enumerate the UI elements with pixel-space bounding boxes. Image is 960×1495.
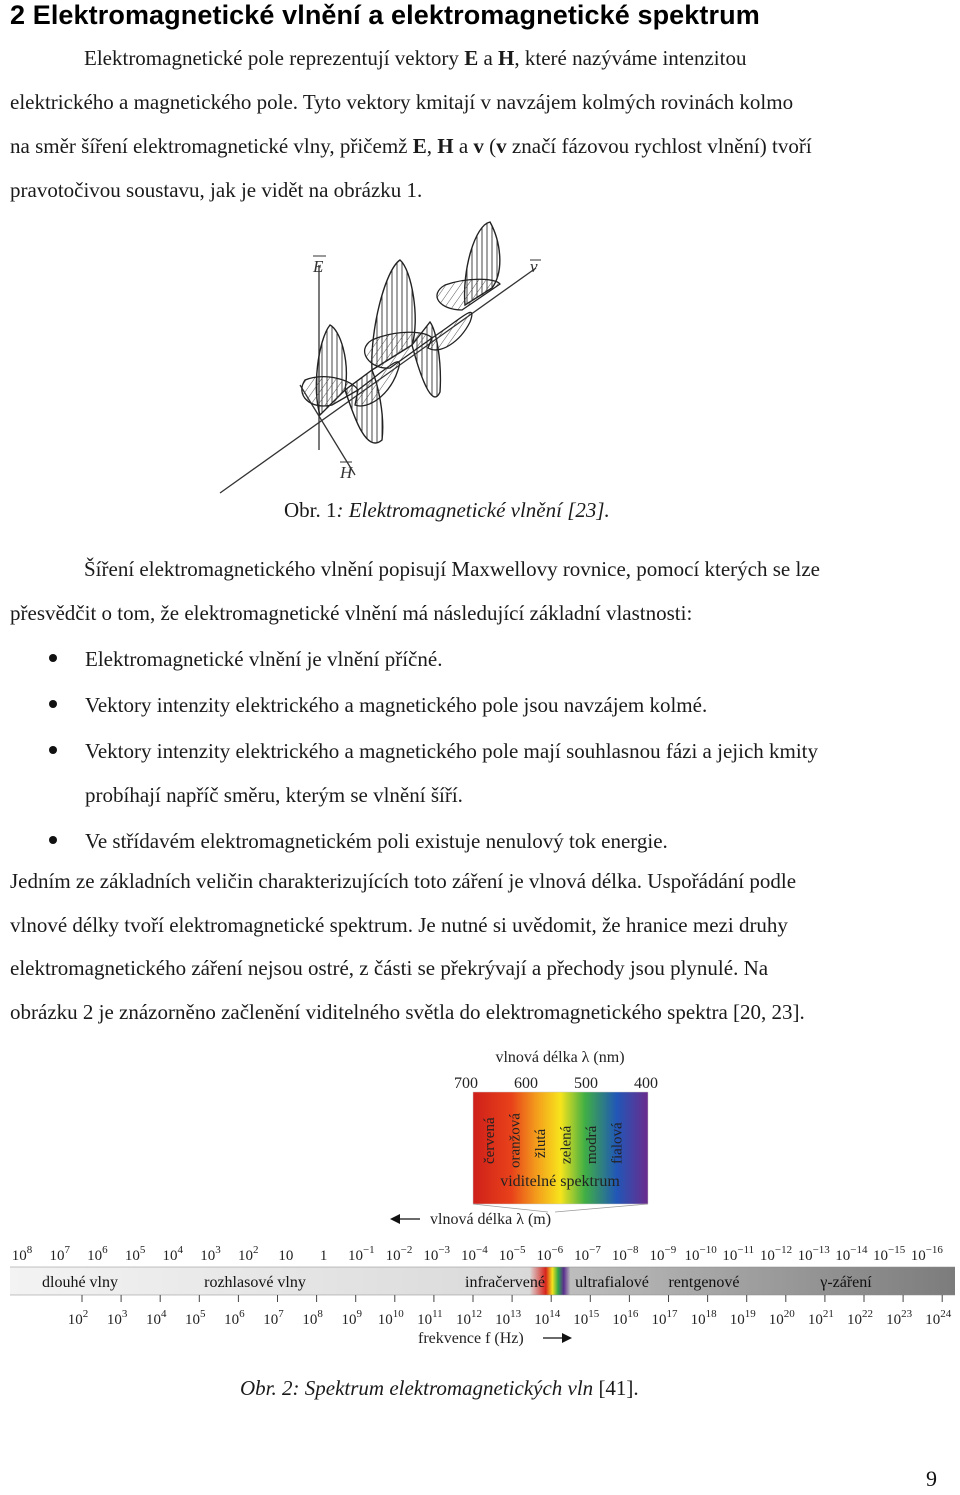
color-band-label: fialová: [609, 1122, 626, 1164]
frequency-tick-label: $10^4$: [145, 1308, 167, 1328]
list-item-text: Ve střídavém elektromagnetickém poli existuje nenulový tok energie.: [85, 829, 668, 853]
color-band-label: oranžová: [507, 1113, 524, 1168]
frequency-tick-label: $10^9$: [341, 1308, 362, 1328]
paragraph-line: vlnové délky tvoří elektromagnetické spektrum. Je nutné si uvědomit, že hranice mezi druhy: [10, 912, 788, 937]
visible-tick-label: 600: [514, 1075, 538, 1092]
spectrum-region-label: ultrafialové: [575, 1274, 649, 1291]
visible-tick-label: 400: [634, 1075, 658, 1092]
h-axis-label: H: [340, 463, 353, 482]
wavelength-tick-label: $10^{-6}$: [536, 1244, 564, 1264]
frequency-tick-label: $10^3$: [106, 1308, 128, 1328]
spectrum-region-label: rentgenové: [668, 1274, 740, 1291]
wavelength-tick-label: $10^{-2}$: [385, 1244, 413, 1264]
wavelength-tick-label: $10^2$: [237, 1244, 259, 1264]
em-spectrum-figure: [0, 1040, 960, 1370]
wavelength-tick-label: $10^7$: [49, 1244, 70, 1264]
list-item: [10, 729, 818, 817]
wavelength-tick-label: $10^{-5}$: [498, 1244, 526, 1264]
wavelength-tick-label: $10^{-8}$: [611, 1244, 639, 1264]
bullet-icon: [49, 654, 57, 662]
frequency-tick-label: $10^{17}$: [651, 1308, 678, 1328]
wavelength-tick-label: $10^{-1}$: [347, 1244, 375, 1264]
bullet-icon: [49, 836, 57, 844]
visible-tick-label: 500: [574, 1075, 598, 1092]
frequency-axis-label: frekvence f (Hz): [418, 1330, 524, 1347]
frequency-tick-label: $10^{15}$: [573, 1308, 600, 1328]
paragraph-line: přesvědčit o tom, že elektromagnetické vlnění má následující základní vlastnosti:: [10, 601, 693, 625]
wavelength-tick-label: $10^{-15}$: [872, 1244, 906, 1264]
visible-tick-label: 700: [454, 1075, 478, 1092]
h-field-lobe: [437, 279, 500, 310]
bullet-icon: [49, 700, 57, 708]
e-axis-label: E: [313, 257, 324, 276]
frequency-tick-label: $10^{19}$: [729, 1308, 756, 1328]
spectrum-region-label: infračervené: [465, 1274, 545, 1291]
wavelength-tick-label: $10^4$: [162, 1244, 184, 1264]
frequency-tick-label: $10^{24}$: [925, 1308, 952, 1328]
em-wave-figure: [0, 210, 960, 710]
color-band-label: červená: [482, 1117, 498, 1164]
list-item: [10, 819, 668, 863]
frequency-tick-label: $10^2$: [67, 1308, 89, 1328]
intro-line: elektrického a magnetického pole. Tyto vektory kmitají v navzájem kolmých rovinách kolmo: [10, 90, 794, 114]
list-item-text: Elektromagnetické vlnění je vlnění příčné.: [85, 647, 443, 671]
color-band-label: zelená: [558, 1125, 575, 1164]
color-band-label: žlutá: [533, 1128, 549, 1158]
intro-paragraph: [10, 36, 940, 212]
frequency-tick-label: $10^8$: [302, 1308, 323, 1328]
list-item: [10, 683, 707, 727]
wavelength-tick-label: $10^{-4}$: [461, 1244, 488, 1264]
frequency-tick-label: $10^{20}$: [768, 1308, 795, 1328]
frequency-tick-label: $10^{14}$: [534, 1308, 561, 1328]
maxwell-paragraph: [10, 547, 940, 635]
wavelength-tick-label: $10^{-16}$: [910, 1244, 943, 1264]
color-band-label: modrá: [584, 1125, 600, 1164]
figure1-caption: Obr. 1: Elektromagnetické vlnění [23].: [284, 498, 610, 522]
wavelength-tick-label: $10^6$: [87, 1244, 108, 1264]
list-item-text: probíhají napříč směru, kterým se vlnění šíří.: [85, 783, 463, 807]
frequency-tick-label: $10^{10}$: [377, 1308, 404, 1328]
page-number: 9: [926, 1466, 937, 1491]
list-item-text: Vektory intenzity elektrického a magnetického pole jsou navzájem kolmé.: [85, 693, 708, 717]
wavelength-tick-label: $10^3$: [200, 1244, 221, 1264]
bullet-icon: [49, 746, 57, 754]
frequency-tick-label: $10^{22}$: [847, 1308, 873, 1328]
paragraph-line: elektromagnetického záření nejsou ostré, z části se překrývají a přechody jsou plynulé. Na: [10, 956, 769, 981]
spectrum-paragraph: [10, 860, 940, 1034]
frequency-tick-label: $10^6$: [224, 1308, 245, 1328]
figure2-caption: Obr. 2: Spektrum elektromagnetických vln [41].: [240, 1376, 639, 1400]
wavelength-tick-label: 1: [319, 1248, 328, 1264]
paragraph-line: obrázku 2 je znázorněno začlenění viditelného světla do elektromagnetického spektra [20, 23].: [10, 999, 805, 1024]
frequency-tick-label: $10^{12}$: [456, 1308, 482, 1328]
intro-line: Elektromagnetické pole reprezentují vektory E a H, které nazýváme intenzitou: [84, 46, 747, 70]
wavelength-tick-label: $10^{-7}$: [574, 1244, 601, 1264]
wavelength-tick-label: $10^5$: [124, 1244, 146, 1264]
visible-spectrum-caption: viditelné spektrum: [500, 1173, 620, 1190]
list-item-text: Vektory intenzity elektrického a magnetického pole mají souhlasnou fázi a jejich kmity: [85, 739, 819, 763]
wavelength-axis-label: vlnová délka λ (m): [430, 1211, 552, 1228]
wavelength-tick-label: $10^{-12}$: [759, 1244, 793, 1264]
wavelength-tick-label: $10^{-14}$: [835, 1244, 868, 1264]
frequency-tick-label: $10^{18}$: [690, 1308, 717, 1328]
wavelength-tick-label: $10^{-3}$: [423, 1244, 451, 1264]
intro-line: pravotočivou soustavu, jak je vidět na obrázku 1.: [10, 178, 423, 202]
frequency-tick-label: $10^5$: [185, 1308, 206, 1328]
frequency-tick-label: $10^{11}$: [417, 1308, 443, 1328]
paragraph-line: Šíření elektromagnetického vlnění popisují Maxwellovy rovnice, pomocí kterých se lze: [84, 557, 820, 581]
frequency-tick-label: $10^{23}$: [886, 1308, 913, 1328]
frequency-tick-label: $10^{13}$: [495, 1308, 522, 1328]
frequency-tick-label: $10^{16}$: [612, 1308, 639, 1328]
wavelength-tick-label: $10^{-9}$: [649, 1244, 677, 1264]
paragraph-line: Jedním ze základních veličin charakterizujících toto záření je vlnová délka. Uspořádání podle: [10, 869, 797, 893]
wavelength-tick-label: 10: [278, 1248, 294, 1264]
section-heading: 2 Elektromagnetické vlnění a elektromagnetické spektrum: [10, 0, 760, 30]
frequency-tick-label: $10^7$: [263, 1308, 284, 1328]
wavelength-tick-label: $10^{-10}$: [684, 1244, 717, 1264]
intro-line: na směr šíření elektromagnetické vlny, přičemž E, H a v (v značí fázovou rychlost vlnění) tvoří: [10, 134, 812, 158]
spectrum-region-label: rozhlasové vlny: [204, 1274, 306, 1291]
wavelength-tick-label: $10^{-11}$: [722, 1244, 755, 1264]
v-axis-label: v: [530, 257, 538, 276]
spectrum-region-label: dlouhé vlny: [42, 1274, 118, 1291]
frequency-tick-label: $10^{21}$: [807, 1308, 834, 1328]
visible-axis-title: vlnová délka λ (nm): [495, 1049, 625, 1066]
list-item: [10, 637, 442, 681]
wavelength-tick-label: $10^8$: [11, 1244, 33, 1264]
wavelength-tick-label: $10^{-13}$: [797, 1244, 830, 1264]
spectrum-region-label: γ-záření: [820, 1274, 872, 1291]
